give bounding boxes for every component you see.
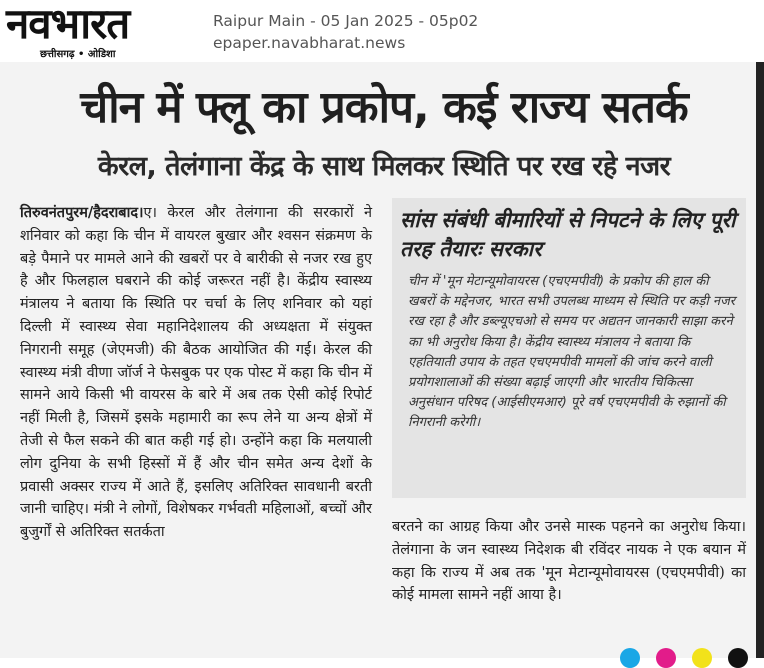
epaper-header bbox=[0, 0, 764, 62]
logo-regions: छत्तीसगढ़ • ओडिशा bbox=[40, 49, 116, 60]
registration-dot-cyan bbox=[620, 648, 640, 668]
article-dateline: तिरुवनंतपुरम/हैदराबाद। bbox=[20, 204, 144, 221]
article-subheadline: केरल, तेलंगाना केंद्र के साथ मिलकर स्थिति पर रख रहे नजर bbox=[97, 151, 671, 182]
article-column-left bbox=[20, 202, 372, 544]
registration-marks bbox=[620, 648, 750, 658]
registration-dot-black bbox=[728, 648, 748, 668]
sidebar-box-body: चीन में 'मून मेटान्यूमोवायरस (एचएमपीवी) के प्रकोप की हाल की खबरों के मद्देनजर, भारत सभी उपलब्ध माध्यम से स्थिति पर कड़ी नजर रख रहा है और डब्ल्यूएचओ से समय पर अद्यतन जानकारी साझा करने का भी अनुरोध किया है। केंद्रीय स्वास्थ्य मंत्रालय ने बताया कि एहतियाती उपाय के तहत एचएमपीवी मामलों की जांच करने वाली प्रयोगशालाओं की संख्या बढ़ाई जाएगी और भारतीय चिकित्सा अनुसंधान परिषद (आईसीएमआर) पूरे वर्ष एचएमपीवी के रुझानों की निगरानी करेगी। bbox=[408, 274, 736, 431]
edition-line: Raipur Main - 05 Jan 2025 - 05p02 bbox=[213, 12, 479, 30]
newspaper-logo bbox=[0, 0, 200, 62]
sidebar-box-title: सांस संबंधी बीमारियों से निपटने के लिए पूरी तरह तैयारः सरकार bbox=[400, 208, 736, 261]
logo-wordmark: नवभारत bbox=[6, 0, 130, 48]
registration-dot-yellow bbox=[692, 648, 712, 668]
article-left-body: ए। केरल और तेलंगाना की सरकारों ने शनिवार को कहा कि चीन में वायरल बुखार और श्वसन संक्रमण के बड़े पैमाने पर मामले आने की खबरों पर वे बारीकी से नजर रख हुए है और फिलहाल घबराने की कोई जरूरत नहीं है। केंद्रीय स्वास्थ्य मंत्रालय ने बताया कि स्थिति पर चर्चा के लिए शनिवार को यहां दिल्ली में स्वास्थ्य सेवा महानिदेशालय की अध्यक्षता में संयुक्त निगरानी समूह (जेएमजी) की बैठक आयोजित की गई। केरल की स्वास्थ्य मंत्री वीणा जॉर्ज ने फेसबुक पर एक पोस्ट में कहा कि चीन में सामने आये किसी भी वायरस के बारे में अब तक ऐसी कोई रिपोर्ट नहीं मिली है, जिसमें इसके महामारी का रूप लेने या अन्य क्षेत्रों में तेजी से फैल सकने की बात कही गई हो। उन्होंने कहा कि मलयाली लोग दुनिया के सभी हिस्सों में हैं और चीन समेत अन्य देशों के प्रवासी अक्सर राज्य में आते हैं, इसलिए अतिरिक्त सावधानी बरती जानी चाहिए। मंत्री ने लोगों, विशेषकर गर्भवती महिलाओं, बच्चों और बुजुर्गों से अतिरिक्त सतर्कता bbox=[20, 205, 372, 541]
registration-dot-magenta bbox=[656, 648, 676, 668]
article-column-right: बरतने का आग्रह किया और उनसे मास्क पहनने का अनुरोध किया। तेलंगाना के जन स्वास्थ्य निदेशक बी रविंदर नायक ने एक बयान में कहा कि राज्य में अब तक 'मून मेटान्यूमोवायरस (एचएमपीवी) का कोई मामला सामने नहीं आया है। bbox=[392, 519, 746, 604]
article-headline: चीन में फ्लू का प्रकोप, कई राज्य सतर्क bbox=[80, 82, 688, 133]
site-link[interactable]: epaper.navabharat.news bbox=[213, 34, 406, 52]
page-edge bbox=[756, 62, 764, 658]
edition-info bbox=[213, 10, 478, 54]
